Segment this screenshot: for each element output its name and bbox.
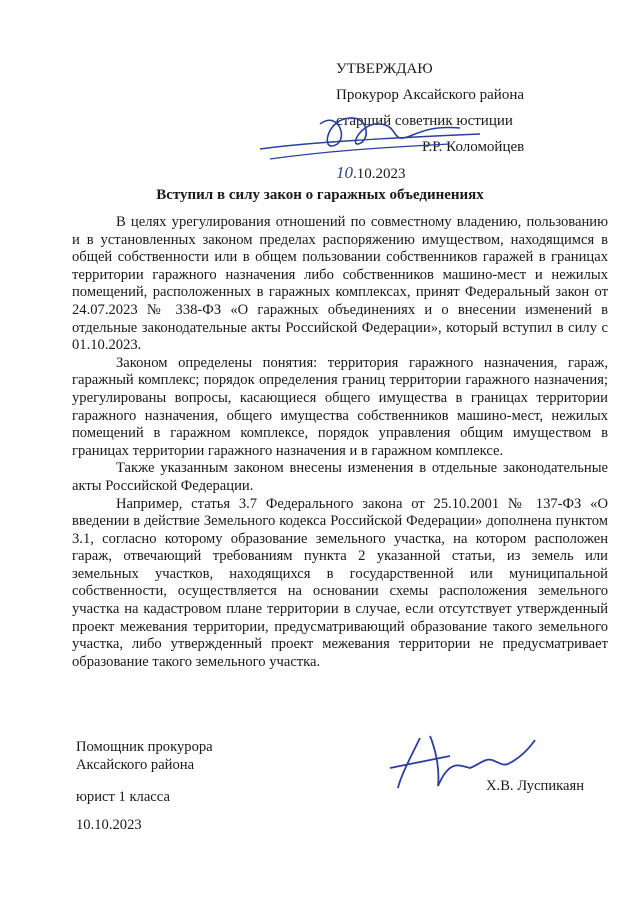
footer-position-line2: Аксайского района: [76, 757, 195, 773]
footer-name: Х.В. Луспикаян: [486, 778, 585, 794]
footer-date: 10.10.2023: [76, 817, 142, 833]
footer-rank: юрист 1 класса: [76, 789, 170, 805]
paragraph: Законом определены понятия: территория гаражного назначения, гараж, гаражный комплекс; порядок определения границ территории гаражного назначения; урегулированы вопросы, касающиеся общего имущества в границах территории гаражного назначения, общего имущества собственников машино-мест, нежилых помещений в гаражном комплексе, порядок управления общим имуществом в границах территории гаражного назначения и в гаражном комплексе.: [72, 354, 608, 459]
approval-date-handwritten: 10: [336, 163, 353, 182]
paragraph: В целях урегулирования отношений по совместному владению, пользованию и в установленных законом пределах распоряжению имуществом, находящимся в общей собственности или в общем пользовании собственников гаражей в границах территории гаражного назначения либо собственников машино-мест и нежилых помещений, расположенных в гаражных комплексах, принят Федеральный закон от 24.07.2023 № 338-ФЗ «О гаражных объединениях и о внесении изменений в отдельные законодательные акты Российской Федерации», который вступил в силу с 01.10.2023.: [72, 214, 608, 354]
approval-date-printed: .10.2023: [353, 166, 406, 182]
approval-position-line1: Прокурор Аксайского района: [336, 87, 525, 103]
footer-position-line1: Помощник прокурора: [76, 739, 213, 755]
approval-heading: УТВЕРЖДАЮ: [336, 61, 433, 77]
approval-position-line2: старший советник юстиции: [336, 113, 513, 129]
document-body: [72, 214, 608, 671]
paragraph: Также указанным законом внесены изменения в отдельные законодательные акты Российской Федерации.: [72, 460, 608, 494]
prosecutor-signature: [250, 104, 490, 174]
document-title: Вступил в силу закон о гаражных объединениях: [156, 187, 484, 203]
approval-name: Р.Р. Коломойцев: [422, 139, 525, 155]
footer-block: [76, 738, 213, 834]
paragraph: Например, статья 3.7 Федерального закона от 25.10.2001 № 137-ФЗ «О введении в действие Земельного кодекса Российской Федерации» дополнена пунктом 3.1, согласно которому образование земельного участка, на котором расположен гараж, отвечающий требованиям пункта 2 указанной статьи, из земель или земельных участков, находящихся в государственной или муниципальной собственности, осуществляется на основании схемы расположения земельного участка на кадастровом плане территории в случае, если отсутствует утвержденный проект межевания территории, предусматривающий образование такого земельного участка, либо утвержденный проект межевания территории не предусматривает образование такого земельного участка.: [72, 495, 608, 670]
